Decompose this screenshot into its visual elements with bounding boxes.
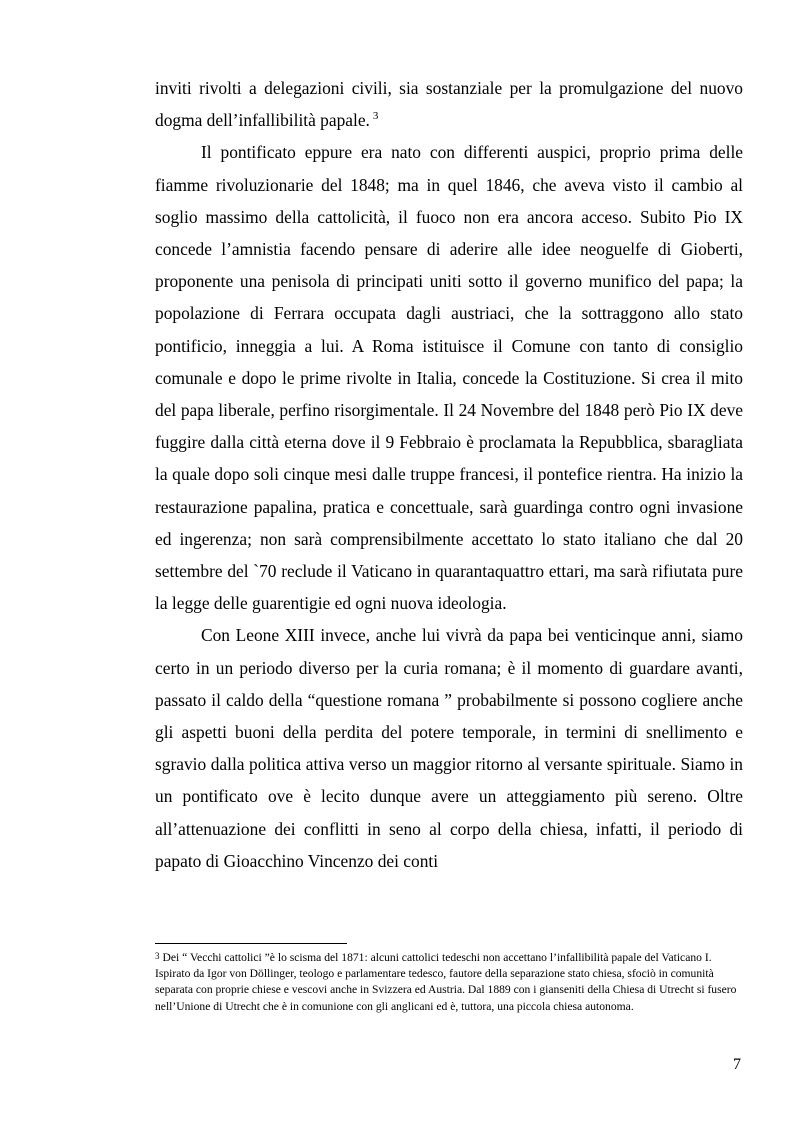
footnote-reference[interactable]: 3 bbox=[372, 110, 379, 123]
body-text bbox=[155, 72, 743, 877]
paragraph-1-text: inviti rivolti a delegazioni civili, sia sostanziale per la promulgazione del nuovo dogma dell’infallibilità papale. bbox=[155, 78, 743, 131]
footnote bbox=[155, 950, 743, 1015]
page-number: 7 bbox=[733, 1056, 741, 1073]
footnote-text: Dei “ Vecchi cattolici ”è lo scisma del 1871: alcuni cattolici tedeschi non accettano l’infallibilità papale del Vaticano I. Ispirato da Igor von Döllinger, teologo e parlamentare tedesco, fautore della separazione stato chiesa, sfociò in comunità separata con proprie chiese e vescovi anche in Svizzera ed Austria. Dal 1889 con i gianseniti della Chiesa di Utrecht si fusero nell’Unione di Utrecht che è in comunione con gli anglicani ed è, tuttora, una piccola chiesa autonoma. bbox=[155, 951, 737, 1013]
paragraph-1 bbox=[155, 72, 743, 136]
footnote-mark: 3 bbox=[155, 951, 160, 961]
paragraph-2: Il pontificato eppure era nato con differenti auspici, proprio prima delle fiamme rivoluzionarie del 1848; ma in quel 1846, che aveva visto il cambio al soglio massimo della cattolicità, il fuoco non era ancora acceso. Subito Pio IX concede l’amnistia facendo pensare di aderire alle idee neoguelfe di Gioberti, proponente una penisola di principati uniti sotto il governo munifico del papa; la popolazione di Ferrara occupata dagli austriaci, che la sottraggono allo stato pontificio, inneggia a lui. A Roma istituisce il Comune con tanto di consiglio comunale e dopo le prime rivolte in Italia, concede la Costituzione. Si crea il mito del papa liberale, perfino risorgimentale. Il 24 Novembre del 1848 però Pio IX deve fuggire dalla città eterna dove il 9 Febbraio è proclamata la Repubblica, sbaragliata la quale dopo soli cinque mesi dalle truppe francesi, il pontefice rientra. Ha inizio la restaurazione papalina, pratica e concettuale, sarà guardinga contro ogni invasione ed ingerenza; non sarà comprensibilmente accettato lo stato italiano che dal 20 settembre del `70 reclude il Vaticano in quarantaquattro ettari, ma sarà rifiutata pure la legge delle guarentigie ed ogni nuova ideologia. bbox=[155, 142, 743, 614]
paragraph-3: Con Leone XIII invece, anche lui vivrà da papa bei venticinque anni, siamo certo in un periodo diverso per la curia romana; è il momento di guardare avanti, passato il caldo della “questione romana ” probabilmente si possono cogliere anche gli aspetti buoni della perdita del potere temporale, in termini di snellimento e sgravio dalla politica attiva verso un maggior ritorno al versante spirituale. Siamo in un pontificato ove è lecito dunque avere un atteggiamento più sereno. Oltre all’attenuazione dei conflitti in seno al corpo della chiesa, infatti, il periodo di papato di Gioacchino Vincenzo dei conti bbox=[155, 625, 743, 871]
footnote-separator bbox=[155, 943, 347, 944]
